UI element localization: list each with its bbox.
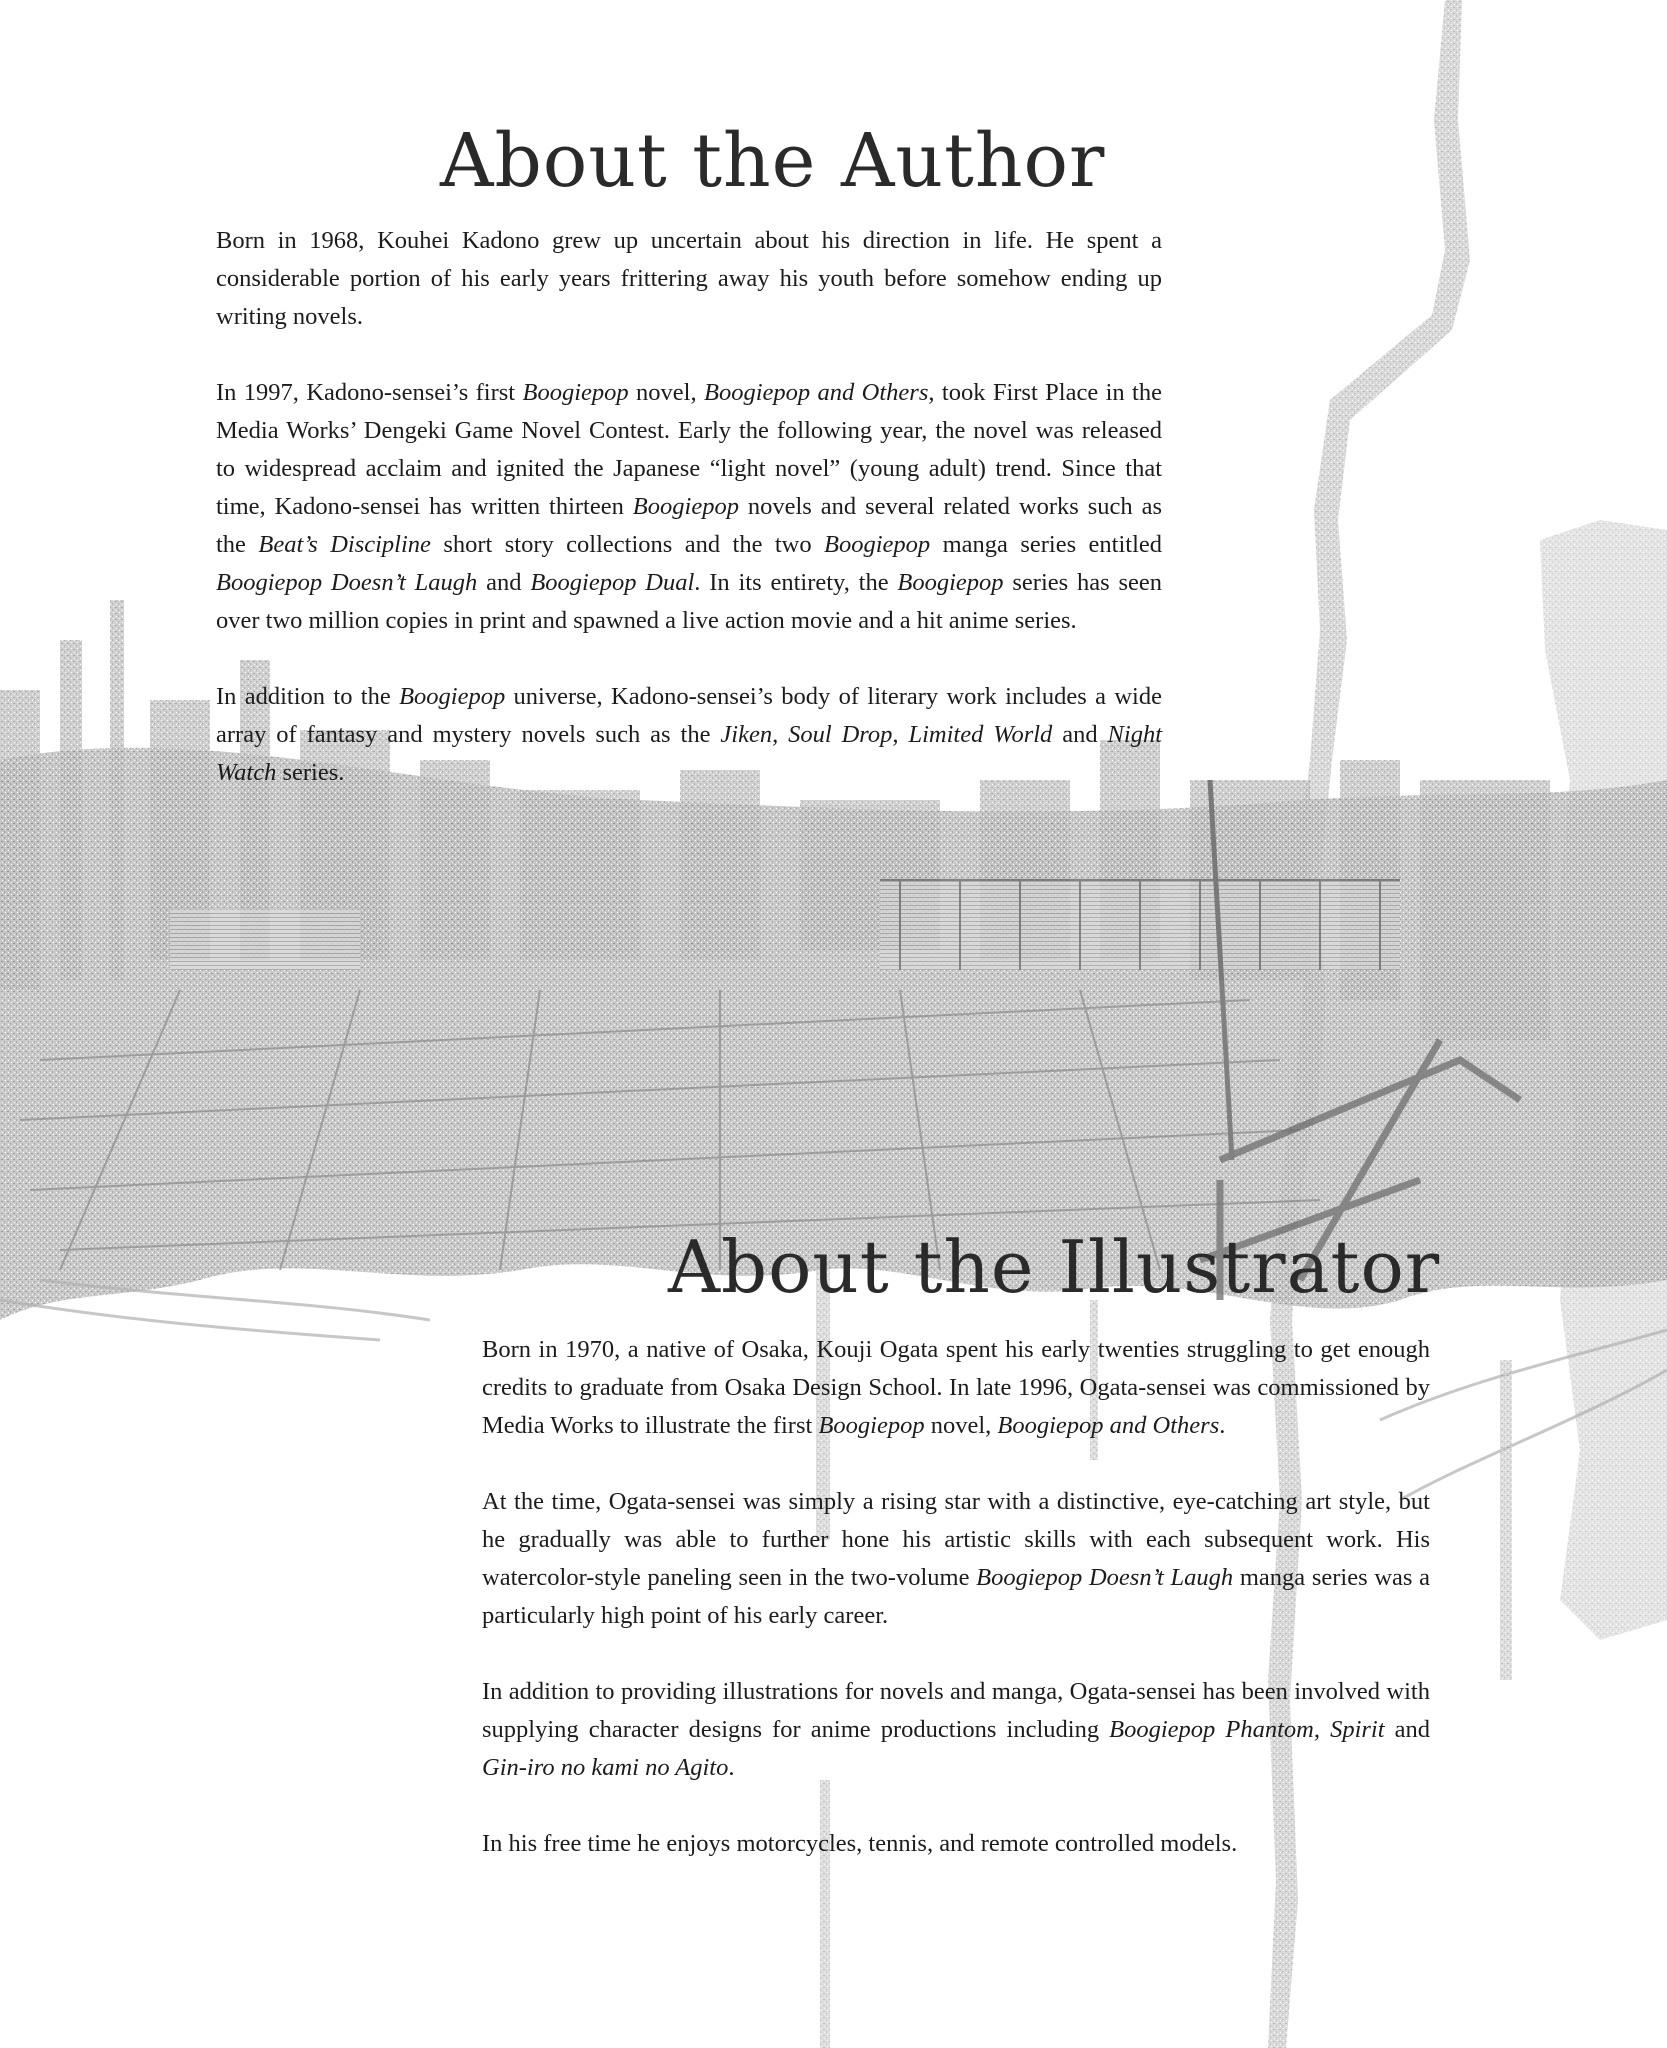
- italic-title-text: Night Watch: [216, 721, 1163, 786]
- italic-title-text: Boogiepop: [632, 493, 739, 520]
- italic-title-text: Beat’s Discipline: [258, 531, 431, 558]
- paragraph: [216, 678, 1162, 792]
- body-text: Born in 1970, a native of Osaka, Kouji Ogata spent his early twenties struggling to get enough credits to graduate from Osaka Design School. In late 1996, Ogata-sensei was commissioned by Media Works to illustrate the first: [482, 1336, 1430, 1439]
- body-text: In his free time he enjoys motorcycles, tennis, and remote controlled models.: [482, 1830, 1238, 1857]
- body-text: .: [728, 1754, 735, 1781]
- body-text: universe, Kadono-sensei’s body of literary work includes a wide array of fantasy and mystery novels such as the: [216, 683, 1162, 748]
- body-text: novels and several related works such as the: [216, 493, 1163, 558]
- body-text: In addition to the: [216, 683, 400, 710]
- body-text: . In its entirety, the: [694, 569, 898, 596]
- author-section-body: [216, 222, 1162, 830]
- italic-title-text: Boogiepop: [522, 379, 629, 406]
- paragraph: [216, 222, 1162, 336]
- italic-title-text: Boogiepop Doesn’t Laugh: [216, 569, 478, 596]
- italic-title-text: Boogiepop Doesn’t Laugh: [976, 1564, 1234, 1591]
- body-text: novel,: [924, 1412, 998, 1439]
- body-text: and: [1052, 721, 1108, 748]
- illustrator-section-title: About the Illustrator: [668, 1225, 1441, 1309]
- paragraph: [482, 1673, 1430, 1787]
- italic-title-text: Boogiepop and Others: [704, 379, 929, 406]
- body-text: .: [1219, 1412, 1226, 1439]
- body-text: In addition to providing illustrations for novels and manga, Ogata-sensei has been involved with supplying character designs for anime productions including: [482, 1678, 1430, 1743]
- body-text: In 1997, Kadono-sensei’s first: [216, 379, 523, 406]
- paragraph: [482, 1825, 1430, 1863]
- body-text: and: [1384, 1716, 1430, 1743]
- italic-title-text: Boogiepop Phantom, Spirit: [1109, 1716, 1385, 1743]
- body-text: short story collections and the two: [430, 531, 825, 558]
- italic-title-text: Jiken, Soul Drop, Limited World: [720, 721, 1053, 748]
- italic-title-text: Gin-iro no kami no Agito: [482, 1754, 729, 1781]
- body-text: series.: [276, 759, 345, 786]
- illustrator-section-body: [482, 1331, 1430, 1901]
- paragraph: [216, 374, 1162, 640]
- body-text: novel,: [628, 379, 704, 406]
- author-section-title: About the Author: [440, 118, 1106, 204]
- paragraph: [482, 1331, 1430, 1445]
- italic-title-text: Boogiepop and Others: [997, 1412, 1220, 1439]
- paragraph: [482, 1483, 1430, 1635]
- body-text: manga series was a particularly high point of his early career.: [482, 1564, 1430, 1629]
- body-text: and: [477, 569, 531, 596]
- body-text: , took First Place in the Media Works’ Dengeki Game Novel Contest. Early the following year, the novel was released to widespread acclaim and ignited the Japanese “light novel” (young adult) trend. Since that time, Kadono-sensei has written thirteen: [216, 379, 1162, 520]
- body-text: manga series entitled: [930, 531, 1162, 558]
- body-text: series has seen over two million copies in print and spawned a live action movie and a hit anime series.: [216, 569, 1163, 634]
- italic-title-text: Boogiepop: [897, 569, 1004, 596]
- italic-title-text: Boogiepop: [399, 683, 506, 710]
- body-text: Born in 1968, Kouhei Kadono grew up uncertain about his direction in life. He spent a considerable portion of his early years frittering away his youth before somehow ending up writing novels.: [216, 227, 1162, 330]
- body-text: At the time, Ogata-sensei was simply a rising star with a distinctive, eye-catching art style, but he gradually was able to further hone his artistic skills with each subsequent work. His watercolor-style paneling seen in the two-volume: [482, 1488, 1430, 1591]
- italic-title-text: Boogiepop: [824, 531, 931, 558]
- italic-title-text: Boogiepop Dual: [530, 569, 695, 596]
- italic-title-text: Boogiepop: [818, 1412, 925, 1439]
